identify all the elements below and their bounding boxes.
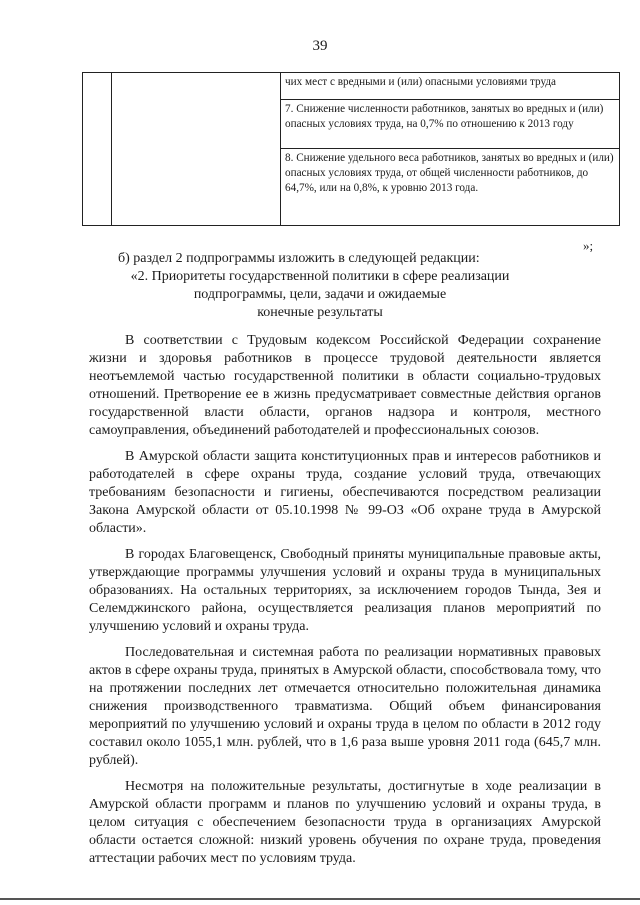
paragraph: В городах Благовещенск, Свободный приняты муниципальные правовые акты, утверждающие программы улучшения условий и охраны труда в муниципальных образованиях. На остальных территориях, за исключением городов Тында, Зея и Селемджинского района, осуществляется реализация планов мероприятий по улучшению условий и охраны труда.	[89, 547, 601, 634]
table-cell-number	[83, 73, 112, 226]
section-title-line-1: «2. Приоритеты государственной политики в сфере реализации	[130, 269, 510, 284]
paragraph: Несмотря на положительные результаты, достигнутые в ходе реализации в Амурской области программ и планов по улучшению условий и охраны труда, в целом ситуация с обеспечением безопасности труда в организациях Амурской области остается сложной: низкий уровень обучения по охране труда, проведения аттестации рабочих мест по условиям труда.	[89, 779, 601, 866]
table-cell-result: 8. Снижение удельного веса работников, занятых во вредных и (или) опасных условиях труда, от общей численности работников, до 64,7%, или на 0,8%, к уровню 2013 года.	[281, 149, 620, 226]
paragraph: В соответствии с Трудовым кодексом Российской Федерации сохранение жизни и здоровья работников в процессе трудовой деятельности является неотъемлемой частью государственной политики в области социально-трудовых отношений. Претворение ее в жизнь предусматривает совместные действия органов государственной власти области, органов надзора и контроля, местного самоуправления, объединений работодателей и профессиональных союзов.	[89, 333, 601, 438]
section-intro: б) раздел 2 подпрограммы изложить в следующей редакции:	[118, 251, 480, 266]
paragraph: В Амурской области защита конституционных прав и интересов работников и работодателей в сфере охраны труда, создание условий труда, отвечающих требованиям безопасности и гигиены, обеспечиваются посредством реализации Закона Амурской области от 05.10.1998 № 99-ОЗ «Об охране труда в Амурской области».	[89, 449, 601, 536]
table-cell-name	[112, 73, 281, 226]
continuation-table	[82, 72, 614, 226]
body-text	[89, 332, 601, 876]
page-number: 39	[312, 38, 328, 54]
scan-bottom-edge	[0, 898, 640, 900]
table-row	[83, 73, 620, 100]
table-cell-result: 7. Снижение численности работников, занятых во вредных и (или) опасных условиях труда, на 0,7% по отношению к 2013 году	[281, 100, 620, 149]
table-cell-result: чих мест с вредными и (или) опасными условиями труда	[281, 73, 620, 100]
section-title-line-3: конечные результаты	[257, 305, 383, 320]
closing-quote: »;	[583, 238, 594, 253]
paragraph: Последовательная и системная работа по реализации нормативных правовых актов в сфере охраны труда, принятых в Амурской области, способствовала тому, что на протяжении последних лет отмечается относительно положительная динамика снижения производственного травматизма. Общий объем финансирования мероприятий по улучшению условий и охраны труда в целом по области в 2012 году составил около 1055,1 млн. рублей, что в 1,6 раза выше уровня 2011 года (645,7 млн. рублей).	[89, 645, 601, 768]
results-table	[82, 72, 620, 226]
section-title-line-2: подпрограммы, цели, задачи и ожидаемые	[193, 287, 447, 302]
